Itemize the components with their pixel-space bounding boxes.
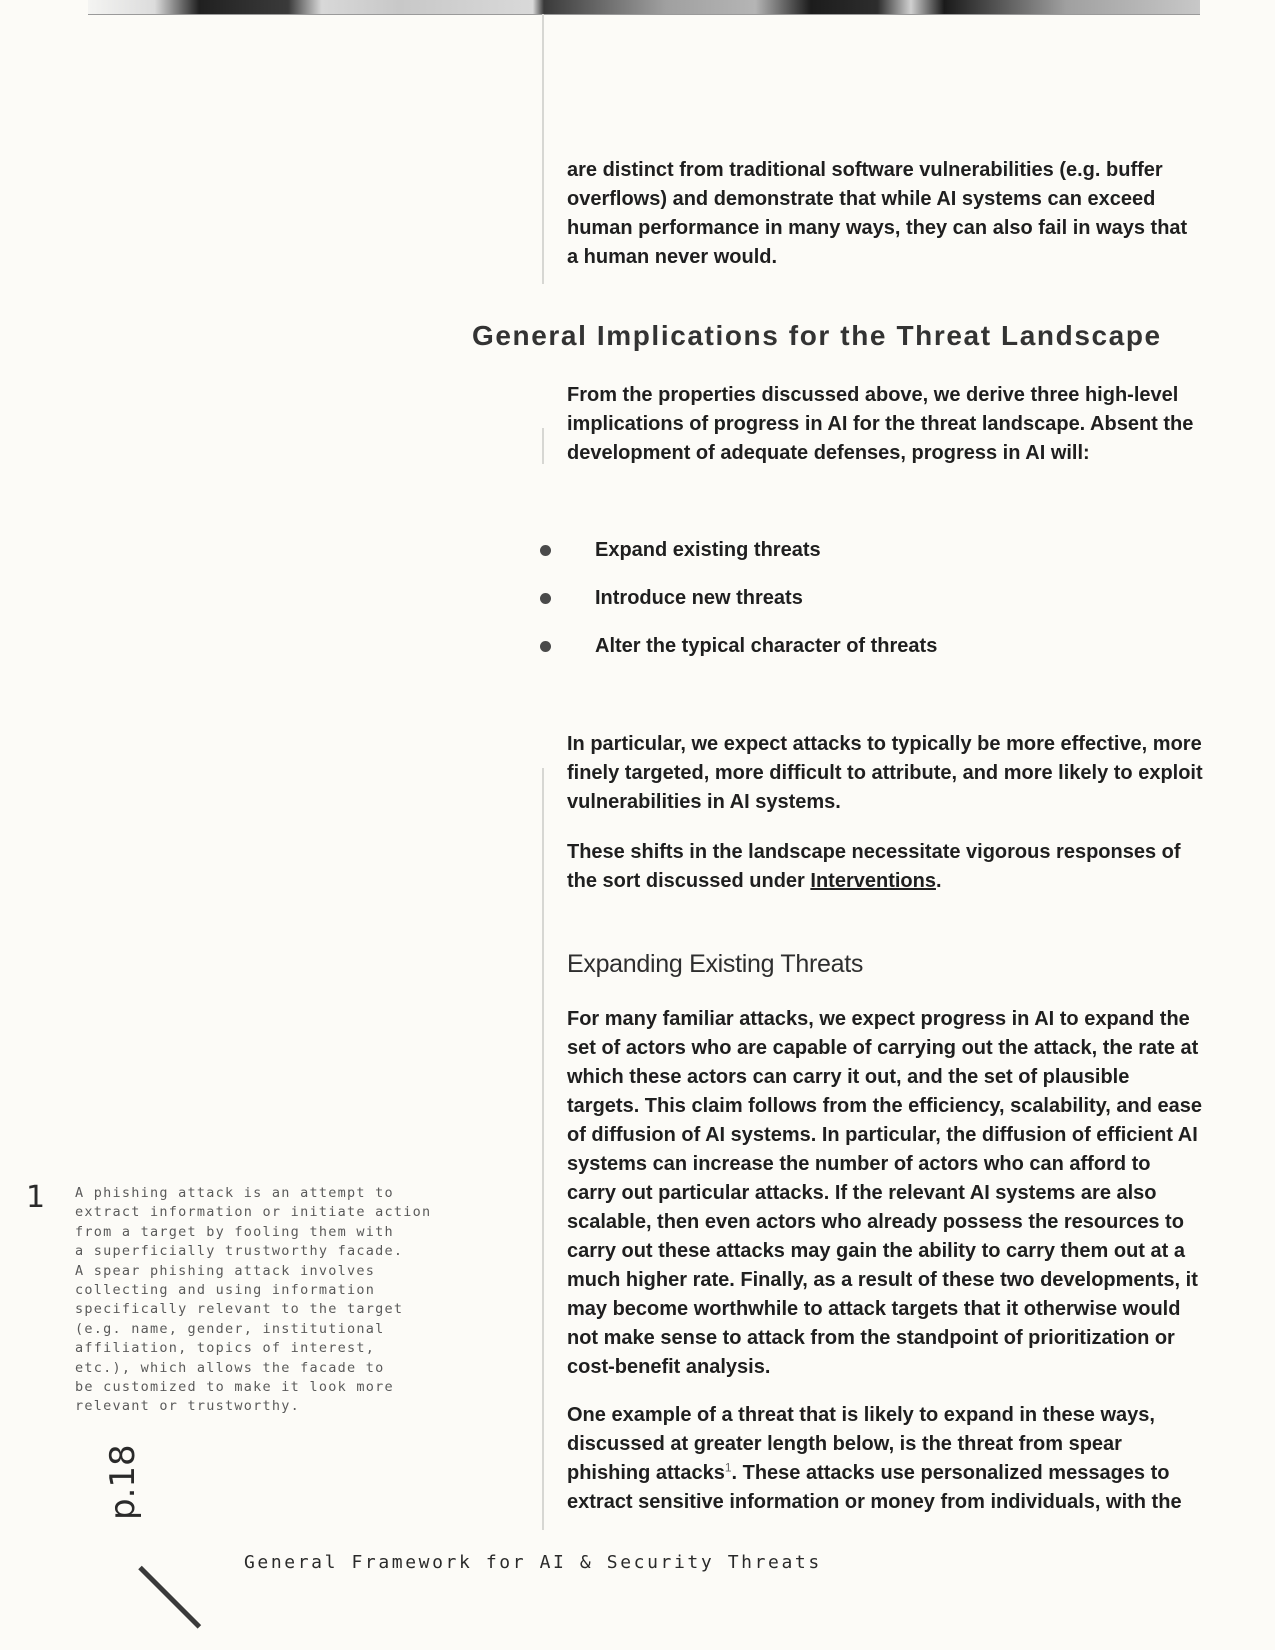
list-item-label: Introduce new threats <box>595 587 803 609</box>
margin-rule <box>542 428 544 464</box>
shifts-end: . <box>935 870 942 892</box>
footnote-number: 1 <box>26 1180 46 1215</box>
footnote-reference[interactable]: 1 <box>724 1460 732 1475</box>
paragraph-text: . These attacks use personalized messages to extract sensitive information or money from individuals, with the <box>567 1462 1182 1513</box>
footnote-text: A phishing attack is an attempt to extract information or initiate action from a target by fooling them with a superficially trustworthy facade. A spear phishing attack involves collecting and using information specifically relevant to the target (e.g. name, gender, institutional affiliation, topics of interest, etc.), which allows the facade to be customized to make it look more relevant or trustworthy. <box>75 1185 432 1415</box>
list-item-label: Alter the typical character of threats <box>595 635 938 657</box>
bullet-icon <box>540 641 551 652</box>
expanding-paragraph: For many familiar attacks, we expect progress in AI to expand the set of actors who are capable of carrying out the attack, the rate at which these actors can carry it out, and the set of plausible targets. This claim follows from the efficiency, scalability, and ease of diffusion of AI systems. In particular, the diffusion of efficient AI systems can increase the number of actors who can afford to carry out particular attacks. If the relevant AI systems are also scalable, then even actors who already possess the resources to carry out these attacks may gain the ability to carry them out at a much higher rate. Finally, as a result of these two developments, it may become worthwhile to attack targets that it otherwise would not make sense to attack from the standpoint of prioritization or cost-benefit analysis. <box>567 1008 1203 1378</box>
margin-rule <box>542 14 544 284</box>
page-number: p.18 <box>103 1444 143 1520</box>
header-gradient-bar <box>88 0 1200 15</box>
bullet-icon <box>540 593 551 604</box>
paragraph-text: One example of a threat that is likely to expand in these ways, discussed at greater length below, is the threat from spear phishing attacks <box>567 1404 1155 1484</box>
spear-phishing-paragraph <box>567 1401 1203 1517</box>
shifts-paragraph <box>567 838 1203 896</box>
bullet-icon <box>540 545 551 556</box>
list-item-label: Expand existing threats <box>595 539 821 561</box>
section-heading: General Implications for the Threat Landscape <box>472 320 1162 351</box>
intro-paragraph: are distinct from traditional software vulnerabilities (e.g. buffer overflows) and demonstrate that while AI systems can exceed human performance in many ways, they can also fail in ways that a human never would. <box>567 159 1188 268</box>
shifts-text: These shifts in the landscape necessitate vigorous responses of the sort discussed under <box>567 841 1181 892</box>
margin-rule <box>542 768 544 1530</box>
interventions-link[interactable]: Interventions <box>810 870 936 892</box>
running-footer-title: General Framework for AI & Security Threats <box>244 1552 822 1573</box>
particular-paragraph: In particular, we expect attacks to typically be more effective, more finely targeted, more difficult to attribute, and more likely to exploit vulnerabilities in AI systems. <box>567 733 1203 813</box>
subsection-heading: Expanding Existing Threats <box>567 950 864 978</box>
slash-divider <box>138 1566 201 1629</box>
lead-paragraph: From the properties discussed above, we derive three high-level implications of progress in AI for the threat landscape. Absent the development of adequate defenses, progress in AI will: <box>567 384 1194 464</box>
